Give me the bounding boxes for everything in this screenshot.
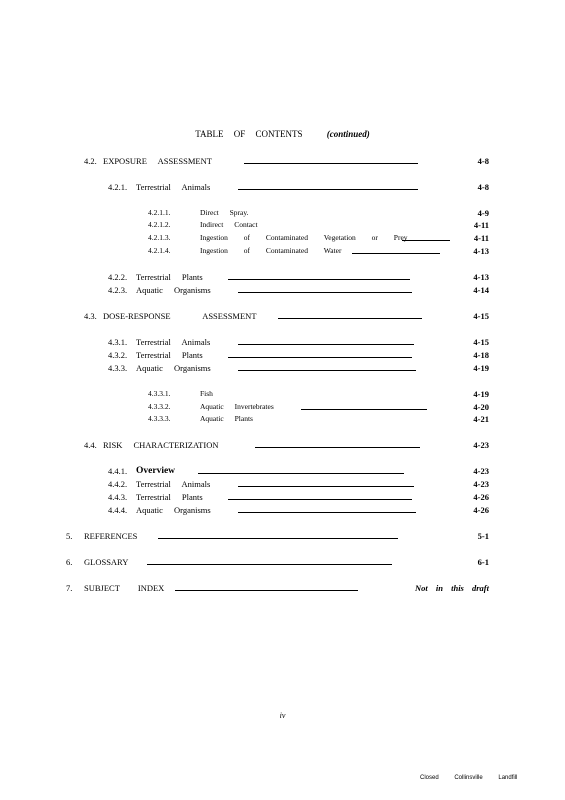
toc-entry-label: Fish — [200, 389, 213, 398]
toc-leader-line — [238, 344, 414, 345]
toc-entry-number: 4.2.1.1. — [148, 208, 171, 217]
toc-entry-number: 4.4.2. — [108, 479, 128, 489]
toc-entry-label: RISK CHARACTERIZATION — [103, 440, 219, 450]
toc-entry[interactable] — [148, 219, 489, 231]
toc-entry[interactable] — [148, 413, 489, 425]
toc-entry-page: 4-23 — [473, 440, 489, 450]
toc-entry-number: 4.3.1. — [108, 337, 128, 347]
toc-entry[interactable] — [108, 465, 489, 477]
toc-entry-label: Aquatic Invertebrates — [200, 402, 274, 411]
toc-leader-line — [198, 473, 404, 474]
toc-entry-label: Terrestrial Plants — [136, 272, 203, 282]
toc-entry-number: 4.4.1. — [108, 466, 128, 476]
toc-entry-label: SUBJECT INDEX — [84, 583, 165, 593]
page-number: iv — [279, 711, 286, 720]
toc-entry-number: 4.2. — [84, 156, 97, 166]
toc-entry-number: 4.3.3.2. — [148, 402, 171, 411]
toc-entry-label: Ingestion of Contaminated Vegetation or Prey — [200, 233, 408, 242]
toc-entry[interactable] — [84, 155, 489, 167]
toc-leader-line — [278, 318, 422, 319]
toc-entry-label: Aquatic Plants — [200, 414, 253, 423]
toc-leader-line — [352, 253, 440, 254]
toc-entry-label: Terrestrial Animals — [136, 182, 211, 192]
toc-entry-label: Terrestrial Plants — [136, 350, 203, 360]
toc-entry-label: Terrestrial Plants — [136, 492, 203, 502]
toc-entry-label: GLOSSARY — [84, 557, 129, 567]
toc-entry-page: 4-15 — [473, 311, 489, 321]
toc-entry-number: 4.3.3.1. — [148, 389, 171, 398]
toc-entry-number: 4.2.1.4. — [148, 246, 171, 255]
toc-entry-number: 4.3.2. — [108, 350, 128, 360]
toc-entry[interactable] — [148, 245, 489, 257]
toc-leader-line — [228, 357, 412, 358]
toc-entry-page: 4-26 — [473, 505, 489, 515]
toc-entry-label: Terrestrial Animals — [136, 337, 211, 347]
toc-entry-number: 4.3.3.3. — [148, 414, 171, 423]
toc-entry[interactable] — [148, 207, 489, 219]
toc-title-main: TABLE OF CONTENTS — [195, 129, 303, 139]
toc-entry-page: 4-26 — [473, 492, 489, 502]
toc-entry-page: 4-19 — [473, 363, 489, 373]
toc-leader-line — [175, 590, 358, 591]
toc-entry-number: 4.2.3. — [108, 285, 128, 295]
toc-title — [0, 129, 565, 139]
toc-entry-page: 4-13 — [473, 246, 489, 256]
toc-entry-number: 4.2.1. — [108, 182, 128, 192]
toc-entry-page: 4-23 — [473, 466, 489, 476]
toc-leader-line — [244, 163, 418, 164]
toc-entry-page: 4-9 — [477, 208, 489, 218]
toc-entry-number: 4.2.2. — [108, 272, 128, 282]
toc-entry[interactable] — [108, 284, 489, 296]
toc-entry-page: 5-1 — [477, 531, 489, 541]
toc-entry[interactable] — [66, 556, 489, 568]
toc-entry[interactable] — [108, 504, 489, 516]
footer-note: Closed Collinsville Landfill — [420, 775, 518, 781]
toc-entry-label: Direct Spray. — [200, 208, 249, 217]
toc-entry-label: Overview — [136, 466, 176, 476]
toc-entry[interactable] — [108, 181, 489, 193]
toc-entry-label: REFERENCES — [84, 531, 138, 541]
toc-entry-number: 4.4. — [84, 440, 97, 450]
toc-entry-number: 4.4.4. — [108, 505, 128, 515]
toc-entry-page: 4-21 — [473, 414, 489, 424]
toc-leader-line — [228, 499, 412, 500]
toc-entry[interactable] — [148, 388, 489, 400]
toc-entry-label: Aquatic Organisms — [136, 285, 211, 295]
toc-entry-label: DOSE-RESPONSE ASSESSMENT — [103, 311, 257, 321]
toc-title-continued: (continued) — [326, 129, 370, 139]
toc-leader-line — [238, 370, 416, 371]
toc-entry-page: 4-8 — [477, 182, 489, 192]
toc-entry-page: 4-11 — [473, 233, 489, 243]
toc-entry[interactable] — [84, 310, 489, 322]
toc-entry[interactable] — [148, 401, 489, 413]
toc-entry-number: 6. — [66, 557, 73, 567]
toc-leader-line — [158, 538, 398, 539]
toc-entry-number: 4.3. — [84, 311, 97, 321]
toc-entry-page: 4-14 — [473, 285, 489, 295]
toc-entry[interactable] — [66, 582, 489, 594]
toc-entry-label: Ingestion of Contaminated Water — [200, 246, 342, 255]
toc-leader-line — [228, 279, 410, 280]
toc-entry[interactable] — [66, 530, 489, 542]
toc-entry-label: Indirect Contact — [200, 220, 258, 229]
toc-entry[interactable] — [108, 491, 489, 503]
toc-entry[interactable] — [108, 478, 489, 490]
toc-leader-line — [238, 292, 412, 293]
toc-entry[interactable] — [108, 271, 489, 283]
toc-entry-number: 4.2.1.3. — [148, 233, 171, 242]
toc-entry-number: 4.2.1.2. — [148, 220, 171, 229]
toc-entry-page: 4-8 — [477, 156, 489, 166]
toc-entry-page: 4-13 — [473, 272, 489, 282]
toc-leader-line — [402, 240, 450, 241]
toc-entry-page: Not in this draft — [415, 583, 489, 593]
toc-entry-number: 4.4.3. — [108, 492, 128, 502]
toc-leader-line — [147, 564, 392, 565]
toc-entry[interactable] — [84, 439, 489, 451]
toc-leader-line — [255, 447, 420, 448]
toc-entry[interactable] — [108, 362, 489, 374]
toc-leader-line — [238, 486, 414, 487]
toc-entry-page: 4-11 — [473, 220, 489, 230]
toc-entry-number: 7. — [66, 583, 73, 593]
toc-entry-page: 4-15 — [473, 337, 489, 347]
toc-entry-number: 5. — [66, 531, 73, 541]
toc-entry-page: 4-19 — [473, 389, 489, 399]
toc-leader-line — [301, 409, 427, 410]
toc-leader-line — [238, 189, 418, 190]
toc-entry-label: Terrestrial Animals — [136, 479, 211, 489]
toc-entry-page: 4-23 — [473, 479, 489, 489]
toc-leader-line — [238, 512, 416, 513]
toc-entry[interactable] — [108, 349, 489, 361]
toc-entry-page: 4-18 — [473, 350, 489, 360]
toc-entry-label: Aquatic Organisms — [136, 505, 211, 515]
toc-entry-number: 4.3.3. — [108, 363, 128, 373]
toc-entry[interactable] — [108, 336, 489, 348]
toc-entry-page: 4-20 — [473, 402, 489, 412]
toc-entry[interactable] — [148, 232, 489, 244]
toc-entry-page: 6-1 — [477, 557, 489, 567]
toc-entry-label: Aquatic Organisms — [136, 363, 211, 373]
toc-entry-label: EXPOSURE ASSESSMENT — [103, 156, 212, 166]
